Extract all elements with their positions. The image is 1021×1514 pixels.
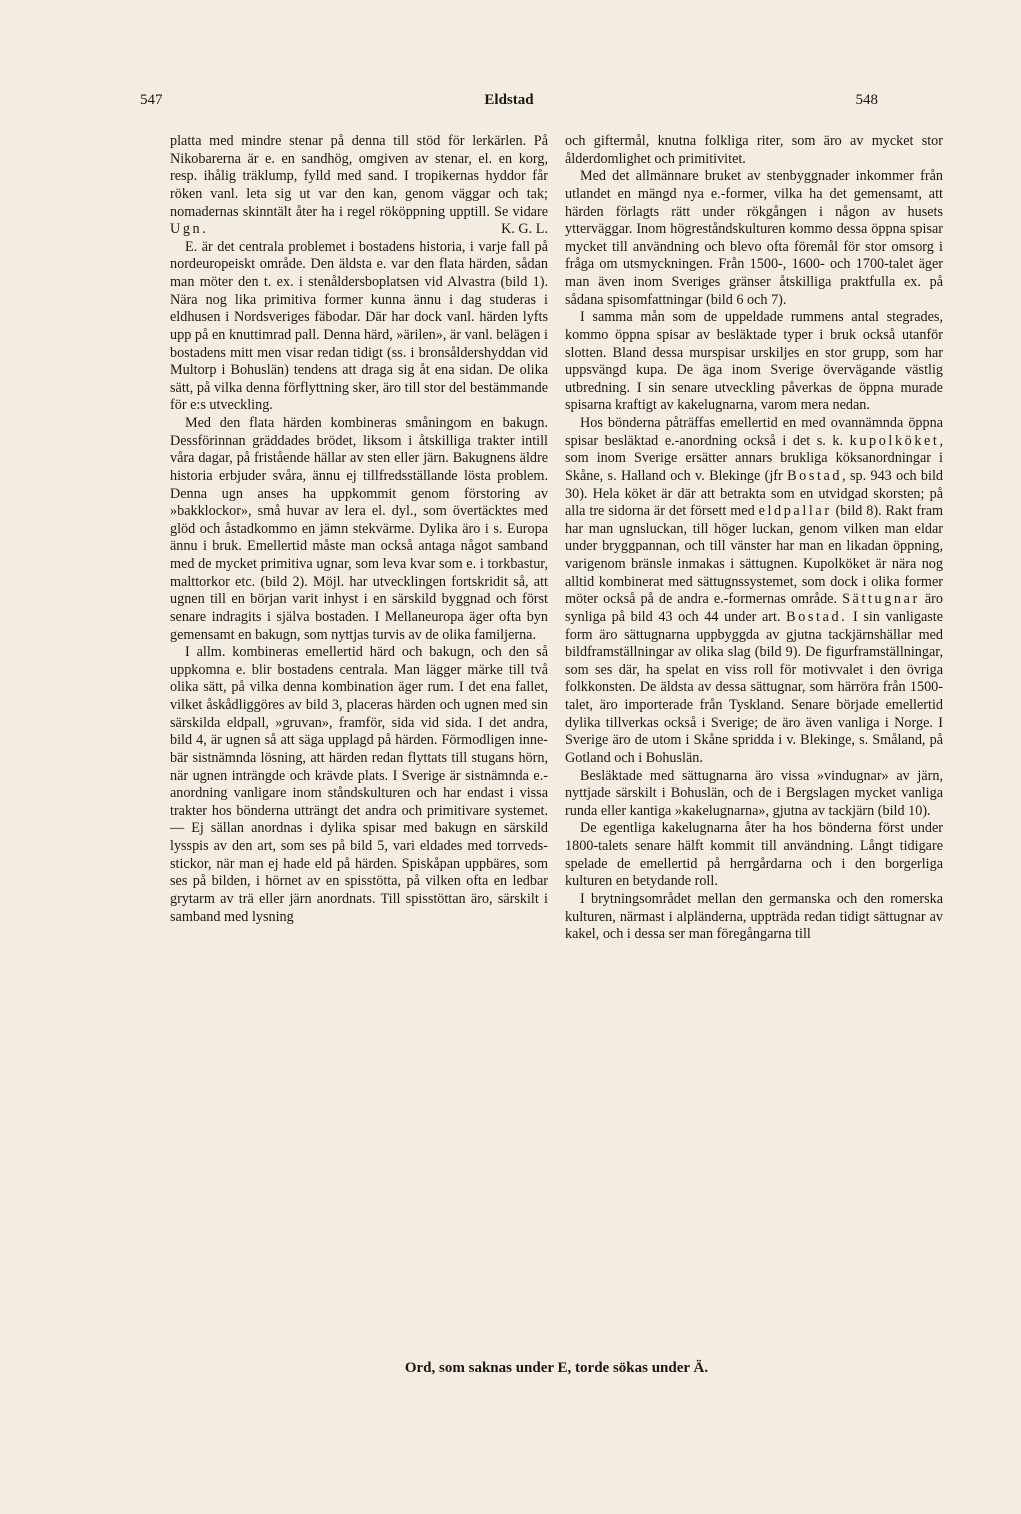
- footer-note: Ord, som saknas under E, torde sökas under Ä.: [404, 1360, 709, 1376]
- left-column: [170, 133, 548, 1341]
- paragraph-text: , som inom Sverige ersätter annars brukliga köksanordningar i Skåne, s. Halland och v. Blekinge (jfr: [565, 432, 943, 484]
- spaced-term: Sättugnar: [842, 591, 920, 608]
- paragraph-text: I sin vanligaste form äro sättugnarna uppbyggda av gjutna tackjärnshällar med bildframställningar av olika slag (bild 9). De figurframställningar, som ses där, ha spelat en viss roll för motivvalet i den övriga folkkonsten. De äldsta av dessa sättugnar, som härröra från 1500-talet, äro importerade från Tyskland. Senare började emellertid dylika tillverkas också i Sverige; de äro även vanliga i Norge. I Sverige äro de utom i Skåne spridda i v. Blekinge, s. Småland, på Gotland och i Bohuslän.: [565, 608, 943, 766]
- paragraph: Med den flata härden kombineras småningom en bakugn. Dessförinnan gräddades brödet, liksom i åtskilliga trakter intill våra dagar, på fristående hällar av sten eller järn. Bakugnens äldre historia erbjuder svåra, ännu ej tillfredsställande lösta problem. Denna ugn anses ha uppkommit genom förstoring av »bakklockor», små huvar av lera el. dyl., som övertäcktes med glöd och åstadkommo en jämn stekvärme. Dylika äro i s. Europa ännu i bruk. Emellertid måste man också antaga något samband med de mycket primitiva ugnar, som leva kvar som e. i torkbastur, malttorkor etc. (bild 2). Möjl. har utvecklingen fortskridit så, att ugnen till en början varit inhyst i en särskild byggnad och först senare indragits i själva bostaden. I Mellaneuropa äger ofta byn gemensamt en bakugn, som nyttjas turvis av de olika familjerna.: [170, 415, 548, 643]
- page-title: Eldstad: [484, 92, 534, 108]
- paragraph: I allm. kombineras emellertid härd och bakugn, och den så uppkomna e. blir bostadens centrala. Man lägger märke till två olika sätt, på vilka denna kombination äger rum. I det ena fallet, vilket åskådliggöres av bild 3, placeras härden och ugnen med sin särskilda eldpall, »gruvan», framför, sida vid sida. I det andra, bild 4, är ugnen så att säga upplagd på härden. Förmodligen innebär sistnämnda lösning, att härden redan flyttats till stugans hörn, när ugnen inträngde och krävde plats. I Sverige är sistnämnda e.-anordning vanligare inom ståndskulturen och har endast i vissa trakter hos bönderna utträngt det andra och primitivare systemet. — Ej sällan anordnas i dylika spisar med bakugn en särskild lysspis av den art, som ses på bild 5, vari eldades med torrvedsstickor, när man ej hade eld på härden. Spiskåpan uppbäres, som ses på bilden, i hörnet av en spisstötta, på vilken ofta en ledbar grytarm av trä eller järn anordnats. Till spisstöttan äro, särskilt i samband med lysning: [170, 644, 548, 925]
- author-signature: K. G. L.: [501, 221, 548, 238]
- paragraph: [565, 415, 943, 768]
- cross-reference: Bostad.: [786, 608, 848, 625]
- paragraph: Besläktade med sättugnarna äro vissa »vindugnar» av järn, nyttjade särskilt i Bohuslän, och de i Bergslagen mycket vanliga runda eller kantiga »kakelugnarna», gjutna av tackjärn (bild 10).: [565, 767, 943, 819]
- paragraph-text: platta med mindre stenar på denna till stöd för lerkärlen. På Nikobarerna är e. en sandhög, omgiven av stenar, el. en korg, resp. ihålig träklump, fylld med sand. I tropikernas hyddor får röken vanl. leta sig ut var den kan, genom väggar och tak; nomadernas skinntält åter ha i regel rököppning upptill. Se vidare: [170, 133, 548, 220]
- page-number-right: 548: [855, 92, 878, 108]
- cross-reference: Bostad: [787, 467, 843, 484]
- paragraph: E. är det centrala problemet i bostadens historia, i varje fall på nordeuropeiskt område. Den äldsta e. var den flata härden, sådan man möter den t. ex. i stenåldersboplatsen vid Alvastra (bild 1). Nära nog lika primitiva former kunna ännu i dag studeras i eldhusen i Nordsveriges fäbodar. Där har dock vanl. härden lyfts upp på en knuttimrad pall. Denna härd, »ärilen», är vanl. belägen i bostadens mitt men visar redan tidigt (ss. i bronsåldershyddan vid Multorp i Bohuslän) tendens att draga sig åt ena sidan. De olika sätt, på vilka denna förflyttning sker, äro till stor del bestämmande för e:s utveckling.: [170, 238, 548, 414]
- paragraph-text: Hos bönderna påträffas emellertid en med ovannämnda öppna spisar besläktad e.-anordning också i det s. k.: [565, 415, 943, 449]
- right-column: [565, 133, 943, 1341]
- paragraph-text: (bild 8). Rakt fram har man ugnsluckan, till höger luckan, genom vilken man eldar under bryggpannan, och till vänster har man en likadan öppning, varigenom bränsle inmakas i sättugnen. Kupolköket är nära nog alltid kombinerat med sättugnssystemet, som dock i olika former möter också på de andra e.-formernas område.: [565, 503, 943, 608]
- page-number-left: 547: [140, 92, 163, 108]
- paragraph: De egentliga kakelugnarna åter ha hos bönderna först under 1800-talets senare hälft kommit till användning. Långt tidigare spelade de emellertid på herrgårdarna och i den borgerliga kulturen en betydande roll.: [565, 820, 943, 890]
- paragraph: Med det allmännare bruket av stenbyggnader inkommer från utlandet en mängd nya e.-former, vilka ha det gemensamt, att härden förlagts rätt under rökgången i någon av husets ytterväggar. Inom högreståndskulturen kommo dessa öppna spisar mycket till användning och blevo ofta föremål för stor omsorg i fråga om utsmyckningen. Från 1500-, 1600- och 1700-talet äger man även inom Sveriges gränser åtskilliga praktfulla ex. på sådana spisomfattningar (bild 6 och 7).: [565, 168, 943, 308]
- spaced-term: eldpallar: [758, 503, 832, 520]
- cross-reference: Ugn.: [170, 221, 209, 238]
- paragraph: I samma mån som de uppeldade rummens antal stegrades, kommo öppna spisar av besläktade typer i bruk också utanför slotten. Bland dessa murspisar urskiljes en stor grupp, som har uppsvängd kupa. De äga inom Sverige övervägande västlig utbredning. I sin senare utveckling påverkas de öppna murade spisarna kraftigt av kakelugnarna, varom mera nedan.: [565, 309, 943, 414]
- paragraph: I brytningsområdet mellan den germanska och den romerska kulturen, närmast i alpländerna, uppträda redan tidigt sättugnar av kakel, och i dessa ser man föregångarna till: [565, 890, 943, 943]
- paragraph-text: , sp. 943 och bild 30). Hela köket är där att betrakta som en utvidgad skorsten; på alla tre sidorna är det försett med: [565, 467, 943, 520]
- paragraph: [170, 133, 548, 239]
- spaced-term: kupolköket: [849, 432, 940, 449]
- page-header: [140, 92, 878, 116]
- paragraph-text: äro synliga på bild 43 och 44 under art.: [565, 591, 943, 625]
- paragraph: och giftermål, knutna folkliga riter, som äro av mycket stor ålderdomlighet och primitivitet.: [565, 133, 943, 167]
